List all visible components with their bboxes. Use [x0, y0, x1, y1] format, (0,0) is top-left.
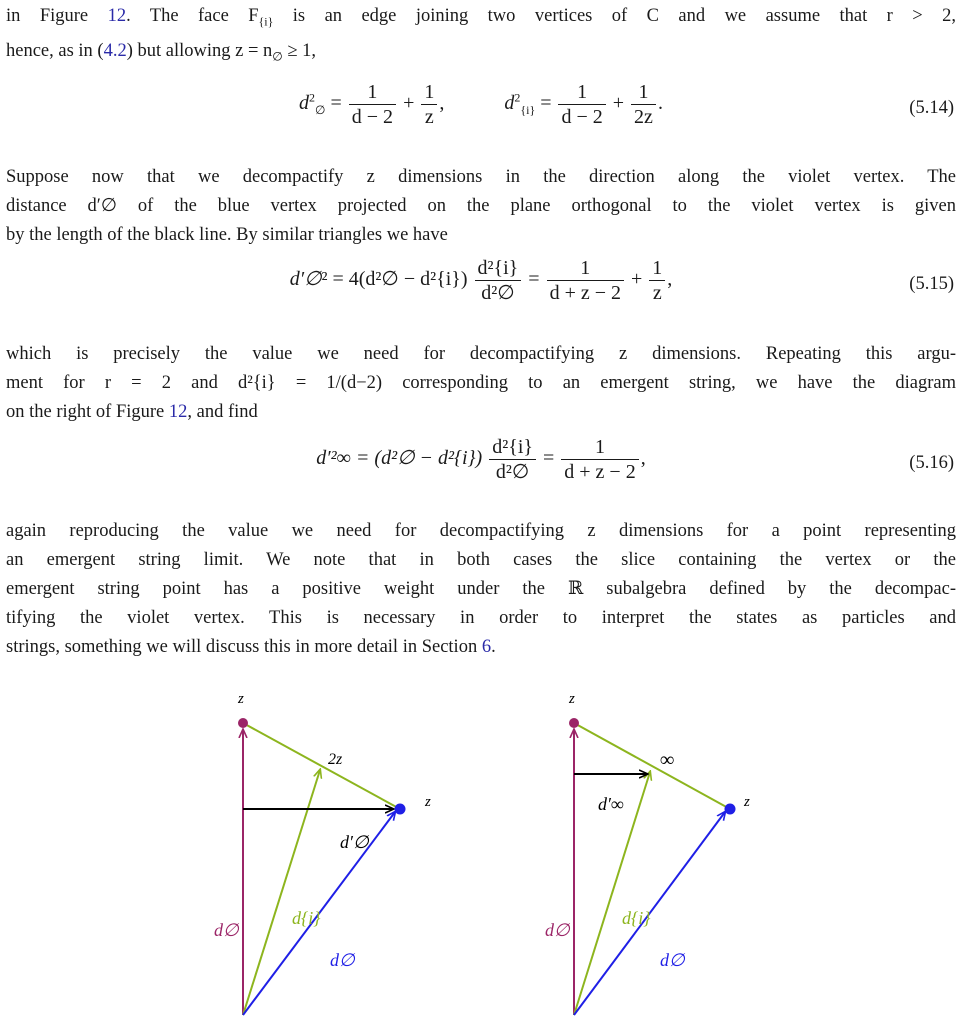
- equation-body: d′∅² = 4(d²∅ − d²{i}) $\frac{\text{d²\{i\}}}{\text{d²∅}}$ = $\frac{1}{d + z - 2}$ + $\frac{1}{z}$ ,: [289, 257, 673, 304]
- label-green-d: d{i}: [292, 908, 321, 928]
- text-line: Suppose now that we decompactify z dimensions in the direction along the violet vertex. The: [6, 167, 956, 187]
- fraction: $\frac{1}{z}$: [421, 80, 437, 129]
- equation-number: (5.16): [909, 453, 954, 473]
- text-line: tifying the violet vertex. This is necessary in order to interpret the states as particles and: [6, 608, 956, 628]
- green-vector: [243, 770, 320, 1015]
- right-diagram: [545, 691, 750, 1015]
- equation-5-15: [0, 256, 962, 316]
- text-line: emergent string point has a positive weight under the ℝ subalgebra defined by the decompac-: [6, 579, 956, 599]
- section-link[interactable]: 6: [481, 637, 492, 657]
- label-black-d: d′∅: [340, 832, 369, 852]
- paragraph-emergent-string: [6, 517, 956, 662]
- fraction: $\frac{\text{d²\{i\}}}{\text{d²∅}}$: [489, 435, 536, 484]
- label-blue-d: d∅: [330, 950, 355, 970]
- paragraph-intro: [6, 2, 956, 71]
- label-top-z: z: [569, 691, 575, 707]
- label-green-d: d{i}: [622, 908, 651, 928]
- text-line: ment for r = 2 and d²{i} = 1/(d−2) corresponding to an emergent string, we have the diagram: [6, 373, 956, 393]
- figure-diagram: [0, 690, 962, 1019]
- text-line: on the right of Figure 12, and find: [6, 402, 258, 422]
- text-line: distance d′∅ of the blue vertex projected on the plane orthogonal to the violet vertex is given: [6, 196, 956, 216]
- figure-link[interactable]: 12: [168, 402, 188, 422]
- fraction: $\frac{1}{d + z - 2}$: [547, 256, 624, 305]
- label-edge-2z: 2z: [328, 751, 343, 768]
- fraction: $\frac{1}{d - 2}$: [349, 80, 396, 129]
- text-line: in Figure 12. The face $F_{\{i\}}$ is an edge joining two vertices of C and we assume that r > 2,: [6, 6, 956, 29]
- text-line: by the length of the black line. By similar triangles we have: [6, 225, 448, 245]
- left-diagram: [214, 691, 431, 1015]
- equation-body: $d^2_\emptyset$ = $\frac{1}{d - 2}$ + $\frac{1}{z}$ , $d^2_{\{i\}}$ = $\frac{1}{d - 2}$ + $\frac{1}{2z}$ .: [299, 81, 663, 128]
- figure-12: [0, 690, 962, 1019]
- text-line: strings, something we will discuss this in more detail in Section 6.: [6, 637, 496, 657]
- fraction: $\frac{1}{2z}$: [631, 80, 656, 129]
- label-black-d: d′∞: [598, 794, 624, 814]
- violet-vertex: [238, 718, 248, 728]
- text-line: again reproducing the value we need for decompactifying z dimensions for a point representing: [6, 521, 956, 541]
- figure-link[interactable]: 12: [107, 6, 127, 26]
- violet-vertex: [569, 718, 579, 728]
- label-top-z: z: [238, 691, 244, 707]
- fraction: $\frac{1}{d + z - 2}$: [561, 435, 638, 484]
- label-violet-d: d∅: [214, 920, 239, 940]
- blue-vertex: [395, 804, 406, 815]
- fraction: $\frac{1}{d - 2}$: [558, 80, 605, 129]
- label-right-z: z: [425, 794, 431, 810]
- paragraph-repeating: [6, 340, 956, 427]
- equation-body: d′²∞ = (d²∅ − d²{i}) $\frac{\text{d²\{i\}}}{\text{d²∅}}$ = $\frac{1}{d + z - 2}$ ,: [316, 436, 646, 483]
- text-line: hence, as in (4.2) but allowing $z = n_\emptyset \ge 1$,: [6, 40, 317, 64]
- equation-5-16: [0, 435, 962, 495]
- equation-number: (5.15): [909, 274, 954, 294]
- edge-face: [243, 723, 400, 809]
- fraction: $\frac{\text{d²\{i\}}}{\text{d²∅}}$: [475, 256, 522, 305]
- text-line: which is precisely the value we need for decompactifying z dimensions. Repeating this argu-: [6, 344, 956, 364]
- paragraph-decompactify: [6, 163, 956, 250]
- equation-5-14: [0, 80, 962, 140]
- fraction: $\frac{1}{z}$: [649, 256, 665, 305]
- label-violet-d: d∅: [545, 920, 570, 940]
- blue-vertex: [725, 804, 736, 815]
- equation-number: (5.14): [909, 98, 954, 118]
- label-blue-d: d∅: [660, 950, 685, 970]
- label-edge-infinity: ∞: [660, 749, 675, 771]
- text-line: an emergent string limit. We note that in both cases the slice containing the vertex or the: [6, 550, 956, 570]
- label-right-z: z: [744, 794, 750, 810]
- equation-link[interactable]: 4.2: [103, 40, 127, 61]
